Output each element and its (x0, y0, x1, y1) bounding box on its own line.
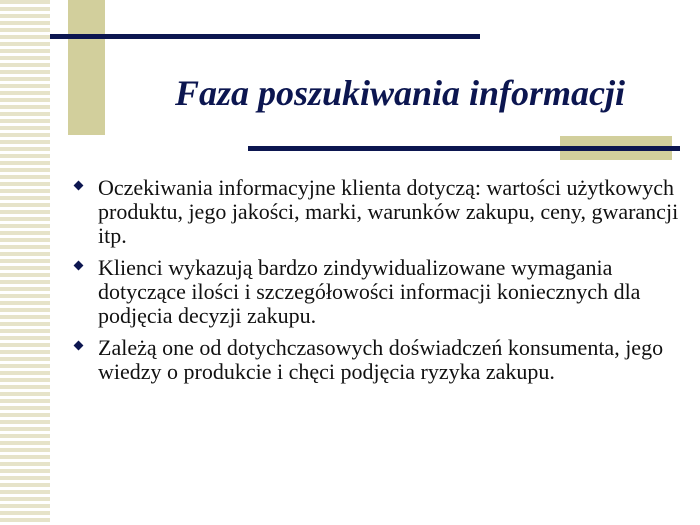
bullet-item (72, 176, 687, 248)
bullet-text: Oczekiwania informacyjne klienta dotyczą: wartości użytkowych produktu, jego jakości, marki, warunków zakupu, ceny, gwarancji itp. (98, 175, 679, 248)
bullet-list (72, 176, 687, 392)
bullet-item (72, 256, 687, 328)
bullet-text: Zależą one od dotychczasowych doświadczeń konsumenta, jego wiedzy o produkcie i chęci podjęcia ryzyka zakupu. (98, 335, 664, 384)
diamond-bullet-icon (74, 181, 84, 191)
diamond-bullet-icon (74, 261, 84, 271)
decorative-stripes (0, 0, 50, 525)
slide-title: Faza poszukiwania informacji (174, 73, 626, 113)
decorative-top-rule (50, 34, 480, 39)
bullet-text: Klienci wykazują bardzo zindywidualizowane wymagania dotyczące ilości i szczegółowości informacji koniecznych dla podjęcia decyzji zakupu. (98, 255, 641, 328)
bullet-item (72, 336, 687, 384)
decorative-bottom-rule (248, 146, 680, 151)
diamond-bullet-icon (74, 341, 84, 351)
